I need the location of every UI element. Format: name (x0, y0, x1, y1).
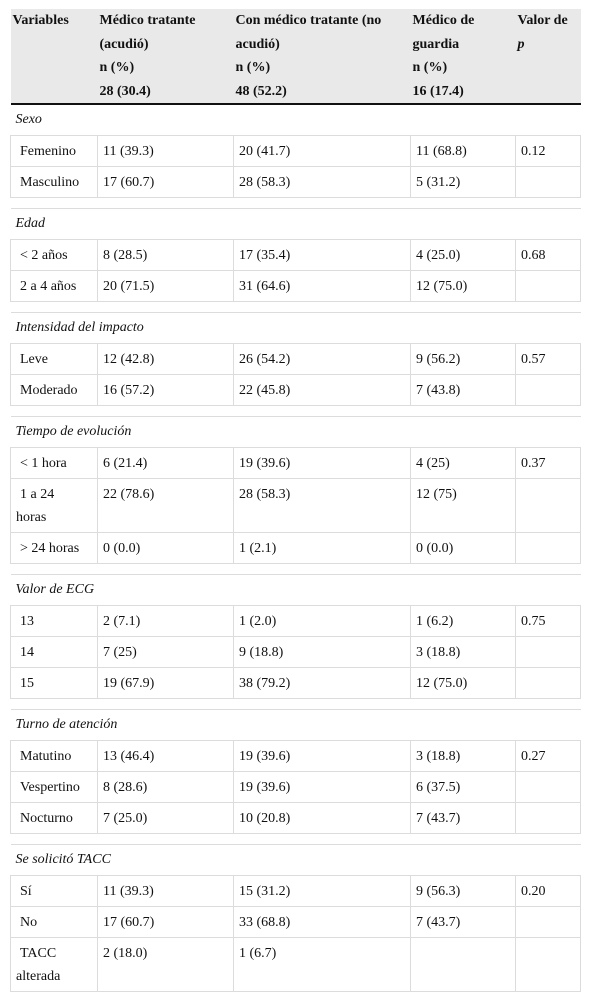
cell-valor-p: 0.27 (516, 740, 581, 771)
table-body (11, 104, 581, 991)
table-row (11, 532, 581, 563)
section-spacer (11, 301, 581, 312)
table-header (11, 9, 581, 104)
section-header-row (11, 208, 581, 239)
cell-medico-de-guardia: 4 (25.0) (411, 239, 516, 270)
table-row (11, 447, 581, 478)
row-label: 13 (11, 605, 98, 636)
row-label: Sí (11, 875, 98, 906)
section-header-row (11, 312, 581, 343)
cell-valor-p: 0.37 (516, 447, 581, 478)
table-row (11, 605, 581, 636)
cell-medico-tratante: 16 (57.2) (98, 374, 234, 405)
table-row (11, 166, 581, 197)
cell-medico-de-guardia: 3 (18.8) (411, 636, 516, 667)
header-con-medico-tratante: Con médico tratante (no acudió) n (%) 48 (52.2) (234, 9, 411, 104)
cell-medico-tratante: 11 (39.3) (98, 875, 234, 906)
row-label: 14 (11, 636, 98, 667)
cell-valor-p (516, 270, 581, 301)
section-spacer (11, 197, 581, 208)
section-header-row (11, 416, 581, 447)
header-variables: Variables (11, 9, 98, 104)
cell-medico-de-guardia: 5 (31.2) (411, 166, 516, 197)
cell-medico-de-guardia: 9 (56.2) (411, 343, 516, 374)
cell-medico-de-guardia: 11 (68.8) (411, 135, 516, 166)
cell-con-medico-tratante: 26 (54.2) (234, 343, 411, 374)
results-table (10, 9, 581, 992)
cell-medico-tratante: 20 (71.5) (98, 270, 234, 301)
spacer-cell (11, 405, 581, 416)
cell-medico-tratante: 17 (60.7) (98, 906, 234, 937)
row-label: TACC alterada (11, 937, 98, 991)
section-spacer (11, 563, 581, 574)
section-header-row (11, 104, 581, 135)
header-valor-p: Valor de p (516, 9, 581, 104)
cell-valor-p: 0.57 (516, 343, 581, 374)
cell-valor-p: 0.12 (516, 135, 581, 166)
row-label: Vespertino (11, 771, 98, 802)
table-row (11, 937, 581, 991)
spacer-cell (11, 301, 581, 312)
cell-medico-de-guardia: 3 (18.8) (411, 740, 516, 771)
cell-medico-de-guardia: 1 (6.2) (411, 605, 516, 636)
table-row (11, 135, 581, 166)
section-title: Valor de ECG (11, 574, 581, 605)
section-spacer (11, 833, 581, 844)
cell-valor-p: 0.75 (516, 605, 581, 636)
cell-medico-tratante: 8 (28.5) (98, 239, 234, 270)
section-header-row (11, 844, 581, 875)
cell-con-medico-tratante: 33 (68.8) (234, 906, 411, 937)
spacer-cell (11, 698, 581, 709)
row-label: Masculino (11, 166, 98, 197)
cell-valor-p (516, 636, 581, 667)
cell-con-medico-tratante: 1 (2.1) (234, 532, 411, 563)
cell-con-medico-tratante: 19 (39.6) (234, 740, 411, 771)
table-row (11, 636, 581, 667)
table-row (11, 478, 581, 532)
cell-medico-tratante: 6 (21.4) (98, 447, 234, 478)
row-label: 1 a 24 horas (11, 478, 98, 532)
row-label: Moderado (11, 374, 98, 405)
cell-medico-de-guardia: 12 (75) (411, 478, 516, 532)
cell-con-medico-tratante: 28 (58.3) (234, 478, 411, 532)
cell-medico-tratante: 12 (42.8) (98, 343, 234, 374)
cell-con-medico-tratante: 28 (58.3) (234, 166, 411, 197)
cell-medico-tratante: 2 (18.0) (98, 937, 234, 991)
cell-medico-tratante: 2 (7.1) (98, 605, 234, 636)
cell-con-medico-tratante: 17 (35.4) (234, 239, 411, 270)
table-row (11, 802, 581, 833)
cell-con-medico-tratante: 15 (31.2) (234, 875, 411, 906)
cell-medico-de-guardia (411, 937, 516, 991)
row-label: No (11, 906, 98, 937)
cell-valor-p (516, 667, 581, 698)
cell-valor-p: 0.68 (516, 239, 581, 270)
cell-valor-p (516, 374, 581, 405)
spacer-cell (11, 563, 581, 574)
table-row (11, 771, 581, 802)
cell-medico-tratante: 19 (67.9) (98, 667, 234, 698)
row-label: 15 (11, 667, 98, 698)
table-row (11, 875, 581, 906)
cell-con-medico-tratante: 10 (20.8) (234, 802, 411, 833)
cell-con-medico-tratante: 22 (45.8) (234, 374, 411, 405)
cell-medico-de-guardia: 12 (75.0) (411, 270, 516, 301)
cell-con-medico-tratante: 1 (6.7) (234, 937, 411, 991)
row-label: Matutino (11, 740, 98, 771)
cell-medico-tratante: 11 (39.3) (98, 135, 234, 166)
cell-medico-tratante: 7 (25) (98, 636, 234, 667)
header-medico-tratante: Médico tratante (acudió) n (%) 28 (30.4) (98, 9, 234, 104)
cell-medico-de-guardia: 7 (43.8) (411, 374, 516, 405)
section-title: Tiempo de evolución (11, 416, 581, 447)
cell-medico-de-guardia: 4 (25) (411, 447, 516, 478)
cell-medico-tratante: 0 (0.0) (98, 532, 234, 563)
cell-medico-tratante: 17 (60.7) (98, 166, 234, 197)
table-row (11, 374, 581, 405)
section-header-row (11, 709, 581, 740)
cell-con-medico-tratante: 31 (64.6) (234, 270, 411, 301)
row-label: Nocturno (11, 802, 98, 833)
section-title: Turno de atención (11, 709, 581, 740)
table-row (11, 667, 581, 698)
cell-medico-de-guardia: 9 (56.3) (411, 875, 516, 906)
cell-valor-p: 0.20 (516, 875, 581, 906)
cell-medico-de-guardia: 7 (43.7) (411, 906, 516, 937)
cell-valor-p (516, 906, 581, 937)
cell-medico-tratante: 13 (46.4) (98, 740, 234, 771)
cell-medico-tratante: 22 (78.6) (98, 478, 234, 532)
cell-medico-de-guardia: 6 (37.5) (411, 771, 516, 802)
cell-con-medico-tratante: 20 (41.7) (234, 135, 411, 166)
cell-medico-de-guardia: 7 (43.7) (411, 802, 516, 833)
table-row (11, 343, 581, 374)
row-label: < 1 hora (11, 447, 98, 478)
section-title: Se solicitó TACC (11, 844, 581, 875)
cell-valor-p (516, 532, 581, 563)
section-spacer (11, 405, 581, 416)
cell-con-medico-tratante: 9 (18.8) (234, 636, 411, 667)
cell-medico-tratante: 7 (25.0) (98, 802, 234, 833)
cell-medico-de-guardia: 12 (75.0) (411, 667, 516, 698)
spacer-cell (11, 197, 581, 208)
table-row (11, 906, 581, 937)
section-title: Edad (11, 208, 581, 239)
section-title: Sexo (11, 104, 581, 135)
table-row (11, 270, 581, 301)
header-medico-de-guardia: Médico de guardia n (%) 16 (17.4) (411, 9, 516, 104)
cell-valor-p (516, 771, 581, 802)
cell-medico-tratante: 8 (28.6) (98, 771, 234, 802)
cell-con-medico-tratante: 19 (39.6) (234, 447, 411, 478)
cell-valor-p (516, 802, 581, 833)
row-label: Femenino (11, 135, 98, 166)
cell-valor-p (516, 478, 581, 532)
cell-con-medico-tratante: 38 (79.2) (234, 667, 411, 698)
cell-con-medico-tratante: 19 (39.6) (234, 771, 411, 802)
row-label: 2 a 4 años (11, 270, 98, 301)
cell-con-medico-tratante: 1 (2.0) (234, 605, 411, 636)
section-header-row (11, 574, 581, 605)
row-label: < 2 años (11, 239, 98, 270)
section-title: Intensidad del impacto (11, 312, 581, 343)
row-label: > 24 horas (11, 532, 98, 563)
spacer-cell (11, 833, 581, 844)
table-row (11, 239, 581, 270)
table-row (11, 740, 581, 771)
cell-valor-p (516, 937, 581, 991)
cell-medico-de-guardia: 0 (0.0) (411, 532, 516, 563)
cell-valor-p (516, 166, 581, 197)
section-spacer (11, 698, 581, 709)
row-label: Leve (11, 343, 98, 374)
